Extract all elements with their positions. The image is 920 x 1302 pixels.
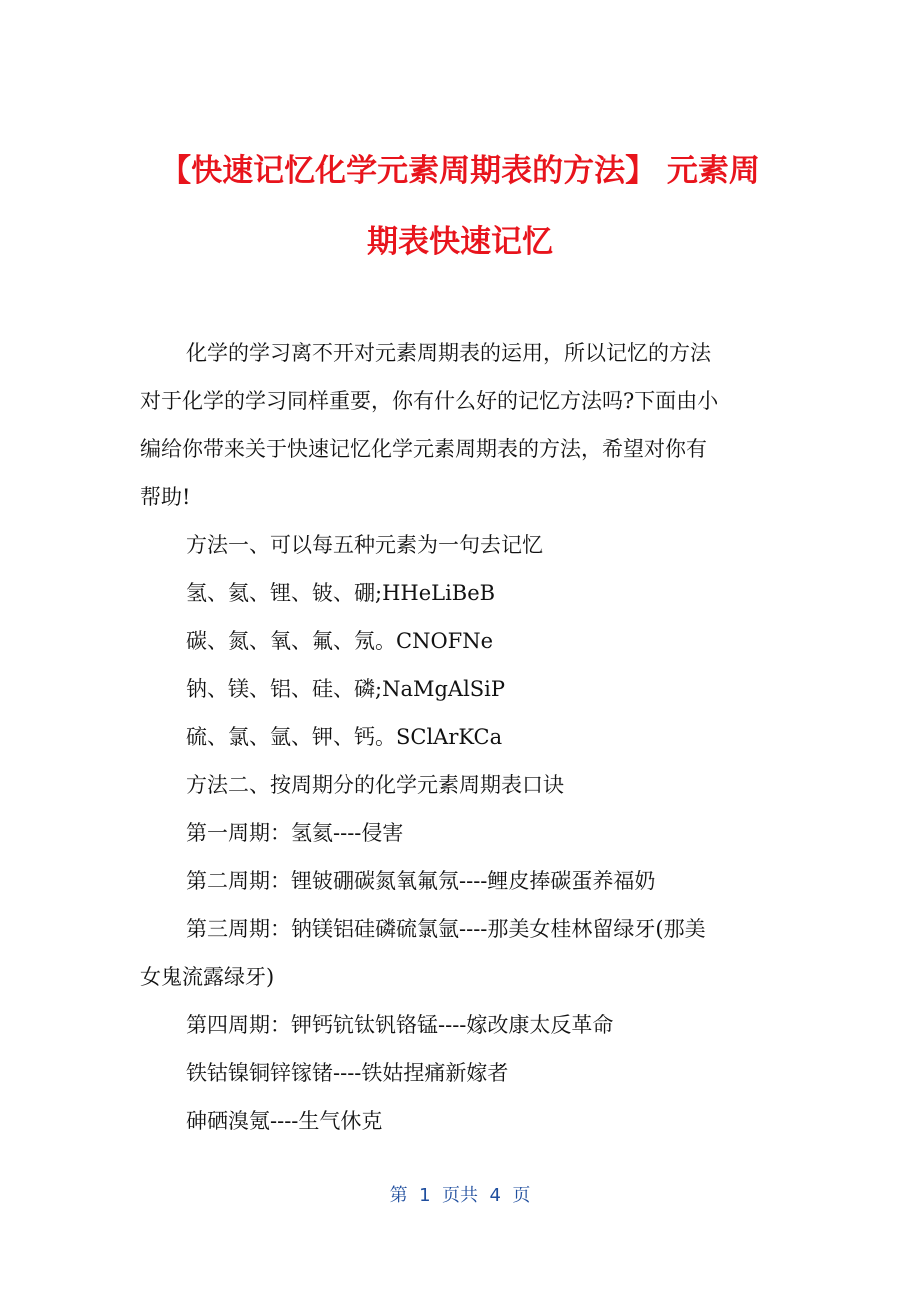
method2-heading: 方法二、按周期分的化学元素周期表口诀 bbox=[186, 773, 564, 797]
document-title-line-1: 【快速记忆化学元素周期表的方法】 元素周 bbox=[160, 153, 760, 189]
intro-line-1: 化学的学习离不开对元素周期表的运用，所以记忆的方法 bbox=[186, 341, 711, 365]
period-4-line: 第四周期：钾钙钪钛钒铬锰----嫁改康太反革命 bbox=[186, 1013, 614, 1037]
period-4-line-b: 铁钴镍铜锌镓锗----铁姑捏痛新嫁者 bbox=[186, 1061, 509, 1085]
period-1-line: 第一周期：氢氦----侵害 bbox=[186, 821, 404, 845]
page-footer: 第 1 页共 4 页 bbox=[389, 1185, 531, 1206]
period-2-line: 第二周期：锂铍硼碳氮氧氟氖----鲤皮捧碳蛋养福奶 bbox=[186, 869, 656, 893]
method1-heading: 方法一、可以每五种元素为一句去记忆 bbox=[186, 533, 543, 557]
intro-line-4: 帮助! bbox=[140, 485, 191, 509]
intro-line-2: 对于化学的学习同样重要，你有什么好的记忆方法吗?下面由小 bbox=[140, 389, 719, 413]
document-body bbox=[140, 329, 790, 1145]
method1-line: 碳、氮、氧、氟、氖。CNOFNe bbox=[186, 629, 494, 653]
method1-line: 硫、氯、氩、钾、钙。SClArKCa bbox=[186, 725, 503, 749]
period-4-line-c: 砷硒溴氪----生气休克 bbox=[186, 1109, 383, 1133]
method1-line: 氢、氦、锂、铍、硼;HHeLiBeB bbox=[186, 581, 496, 605]
intro-line-3: 编给你带来关于快速记忆化学元素周期表的方法，希望对你有 bbox=[140, 437, 707, 461]
period-3-line-2: 女鬼流露绿牙) bbox=[140, 965, 275, 989]
method1-line: 钠、镁、铝、硅、磷;NaMgAlSiP bbox=[186, 677, 506, 701]
document-title-line-2: 期表快速记忆 bbox=[367, 224, 553, 260]
period-3-line-1: 第三周期：钠镁铝硅磷硫氯氩----那美女桂林留绿牙(那美 bbox=[186, 917, 706, 941]
